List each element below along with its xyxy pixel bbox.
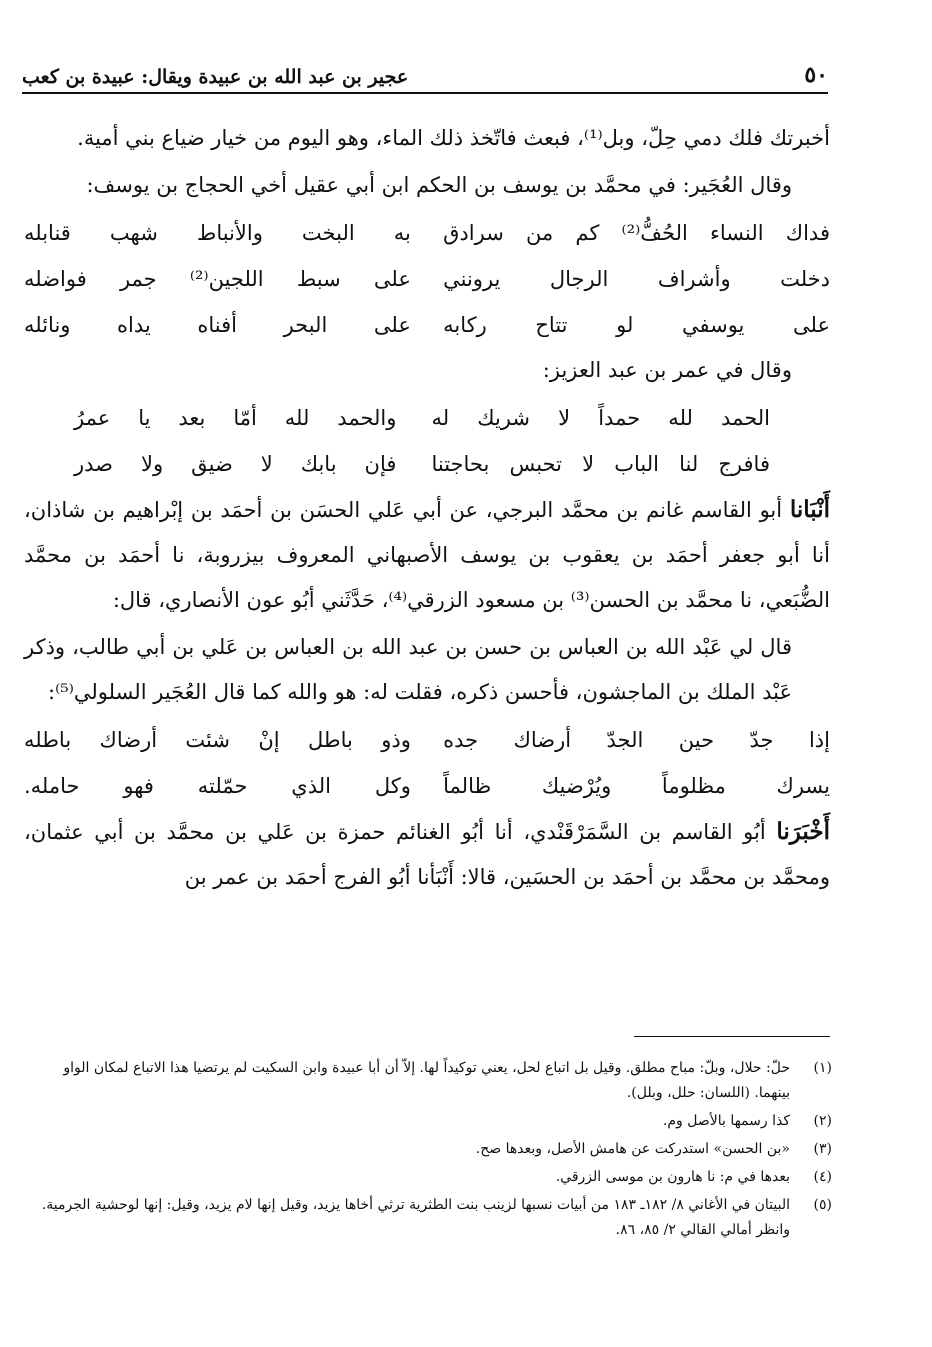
paragraph-6-text: أبُو القاسم بن السَّمَرْقَنْدي، أنا أبُو الغنائم حمزة بن عَلي بن محمَّد بن أبي عثمان، ومحمَّد بن محمَّد بن أحمَد بن الحسَين، قالا: أَنْبَأنا أبُو الفرج أحمَد بن عمر بن xyxy=(24,820,830,889)
paragraph-4-text: أبو القاسم غانم بن محمَّد البرجي، عن أبي عَلي الحسَن بن أحمَد بن إبْراهيم بن شاذان، أنا أبو جعفر أحمَد بن يعقوب بن يوسف الأصبهاني المعروف بيزروبة، نا أحمَد بن محمَّد الضُّبَعي، نا محمَّد بن الحسن⁽³⁾ بن مسعود الزرقي⁽⁴⁾، حَدَّثَني أبُو عون الأنصاري، قال: xyxy=(24,498,830,612)
footnote-text: حلّ: حلال، وبلّ: مباح مطلق. وقيل بل اتباع لحل، يعني توكيداً لها. إلاّ أن أبا عبيدة وابن السكيت لم يرتضيا هذا الاتباع لمكان الواو بينهما. (اللسان: حلل، وبلل). xyxy=(63,1060,790,1101)
running-title: عجير بن عبد الله بن عبيدة ويقال: عبيدة بن كعب xyxy=(22,66,409,88)
footnote-divider xyxy=(634,1036,830,1037)
page-body xyxy=(24,116,830,902)
paragraph-4 xyxy=(24,487,830,623)
paragraph-5: قال لي عَبْد الله بن العباس بن حسن بن عبد الله بن العباس بن عَلي بن أبي طالب، وذكر عَبْد الملك بن الماجشون، فأحسن ذكره، فقلت له: هو والله كما قال العُجَير السلولي⁽⁵⁾: xyxy=(24,635,792,704)
verse-first-hemistich: على يوسفي لو تتاح ركابه xyxy=(443,313,830,337)
verse-first-hemistich: فداك النساء الحُفُّ⁽²⁾ كم من سرادق xyxy=(443,221,830,245)
verse-line xyxy=(24,256,830,302)
verse-first-hemistich: دخلت وأشراف الرجال يرونني xyxy=(443,267,830,291)
verse-line xyxy=(24,441,830,487)
poem-2 xyxy=(24,395,830,487)
paragraph-3: وقال في عمر بن عبد العزيز: xyxy=(542,358,792,382)
verse-second-hemistich: وذو باطل إنْ شئت أرضاك باطله xyxy=(24,728,411,752)
poem-1 xyxy=(24,210,830,348)
isnad-keyword: أَخْبَرَنا xyxy=(776,818,830,845)
footnote xyxy=(30,1056,832,1106)
verse-second-hemistich: والحمد لله أمّا بعد يا عمرُ xyxy=(74,406,397,430)
footnote-text: بعدها في م: نا هارون بن موسى الزرقي. xyxy=(555,1169,790,1185)
verse-second-hemistich: به البخت والأنباط شهب قنابله xyxy=(24,221,411,245)
footnote-text: «بن الحسن» استدركت عن هامش الأصل، وبعدها صح. xyxy=(475,1141,790,1157)
verse-first-hemistich: إذا جدّ حين الجدّ أرضاك جده xyxy=(443,728,830,752)
footnote xyxy=(30,1165,832,1190)
footnote xyxy=(30,1193,832,1243)
poem-3 xyxy=(24,717,830,809)
verse-line xyxy=(24,210,830,256)
verse-first-hemistich: الحمد لله حمداً لا شريك له xyxy=(431,406,770,430)
footnote-number: (٥) xyxy=(813,1197,832,1213)
paragraph-2: وقال العُجَير: في محمَّد بن يوسف بن الحكم ابن أبي عقيل أخي الحجاج بن يوسف: xyxy=(86,173,792,197)
footnote-text: كذا رسمها بالأصل وم. xyxy=(662,1113,790,1129)
footnote xyxy=(30,1137,832,1162)
paragraph-1: أخبرتك فلك دمي حِلّ، وبل⁽¹⁾، فبعث فاتّخذ ذلك الماء، وهو اليوم من خيار ضياع بني أمية. xyxy=(77,126,830,150)
footnotes xyxy=(30,1056,832,1246)
verse-second-hemistich: وكل الذي حمّلته فهو حامله. xyxy=(24,774,411,798)
verse-line xyxy=(24,763,830,809)
footnote-number: (٢) xyxy=(813,1113,832,1129)
page-number: ٥٠ xyxy=(804,62,828,88)
page-header xyxy=(22,56,828,94)
footnote-number: (٣) xyxy=(813,1141,832,1157)
isnad-keyword: أَنْبَانا xyxy=(789,496,830,523)
verse-second-hemistich: على البحر أفناه يداه ونائله xyxy=(24,313,411,337)
verse-first-hemistich: يسرك مظلوماً ويُرْضيك ظالماً xyxy=(443,774,830,798)
footnote xyxy=(30,1109,832,1134)
paragraph-6 xyxy=(24,809,830,900)
verse-line xyxy=(24,395,830,441)
footnote-text: البيتان في الأغاني ٨/ ١٨٢ـ ١٨٣ من أبيات نسبها لزينب بنت الطثرية ترثي أخاها يزيد، وقيل إنها لام يزيد، وقيل: إنها لوحشية الجرمية. وانظر أمالي القالي ٢/ ٨٥، ٨٦. xyxy=(41,1197,790,1238)
verse-line xyxy=(24,302,830,348)
verse-second-hemistich: على سبط اللجين⁽²⁾ جمر فواضله xyxy=(24,267,411,291)
footnote-number: (٤) xyxy=(813,1169,832,1185)
verse-second-hemistich: فإن بابك لا ضيق ولا صدر xyxy=(74,452,397,476)
verse-first-hemistich: فافرج لنا الباب لا تحبس بحاجتنا xyxy=(431,452,770,476)
footnote-number: (١) xyxy=(813,1060,832,1076)
verse-line xyxy=(24,717,830,763)
